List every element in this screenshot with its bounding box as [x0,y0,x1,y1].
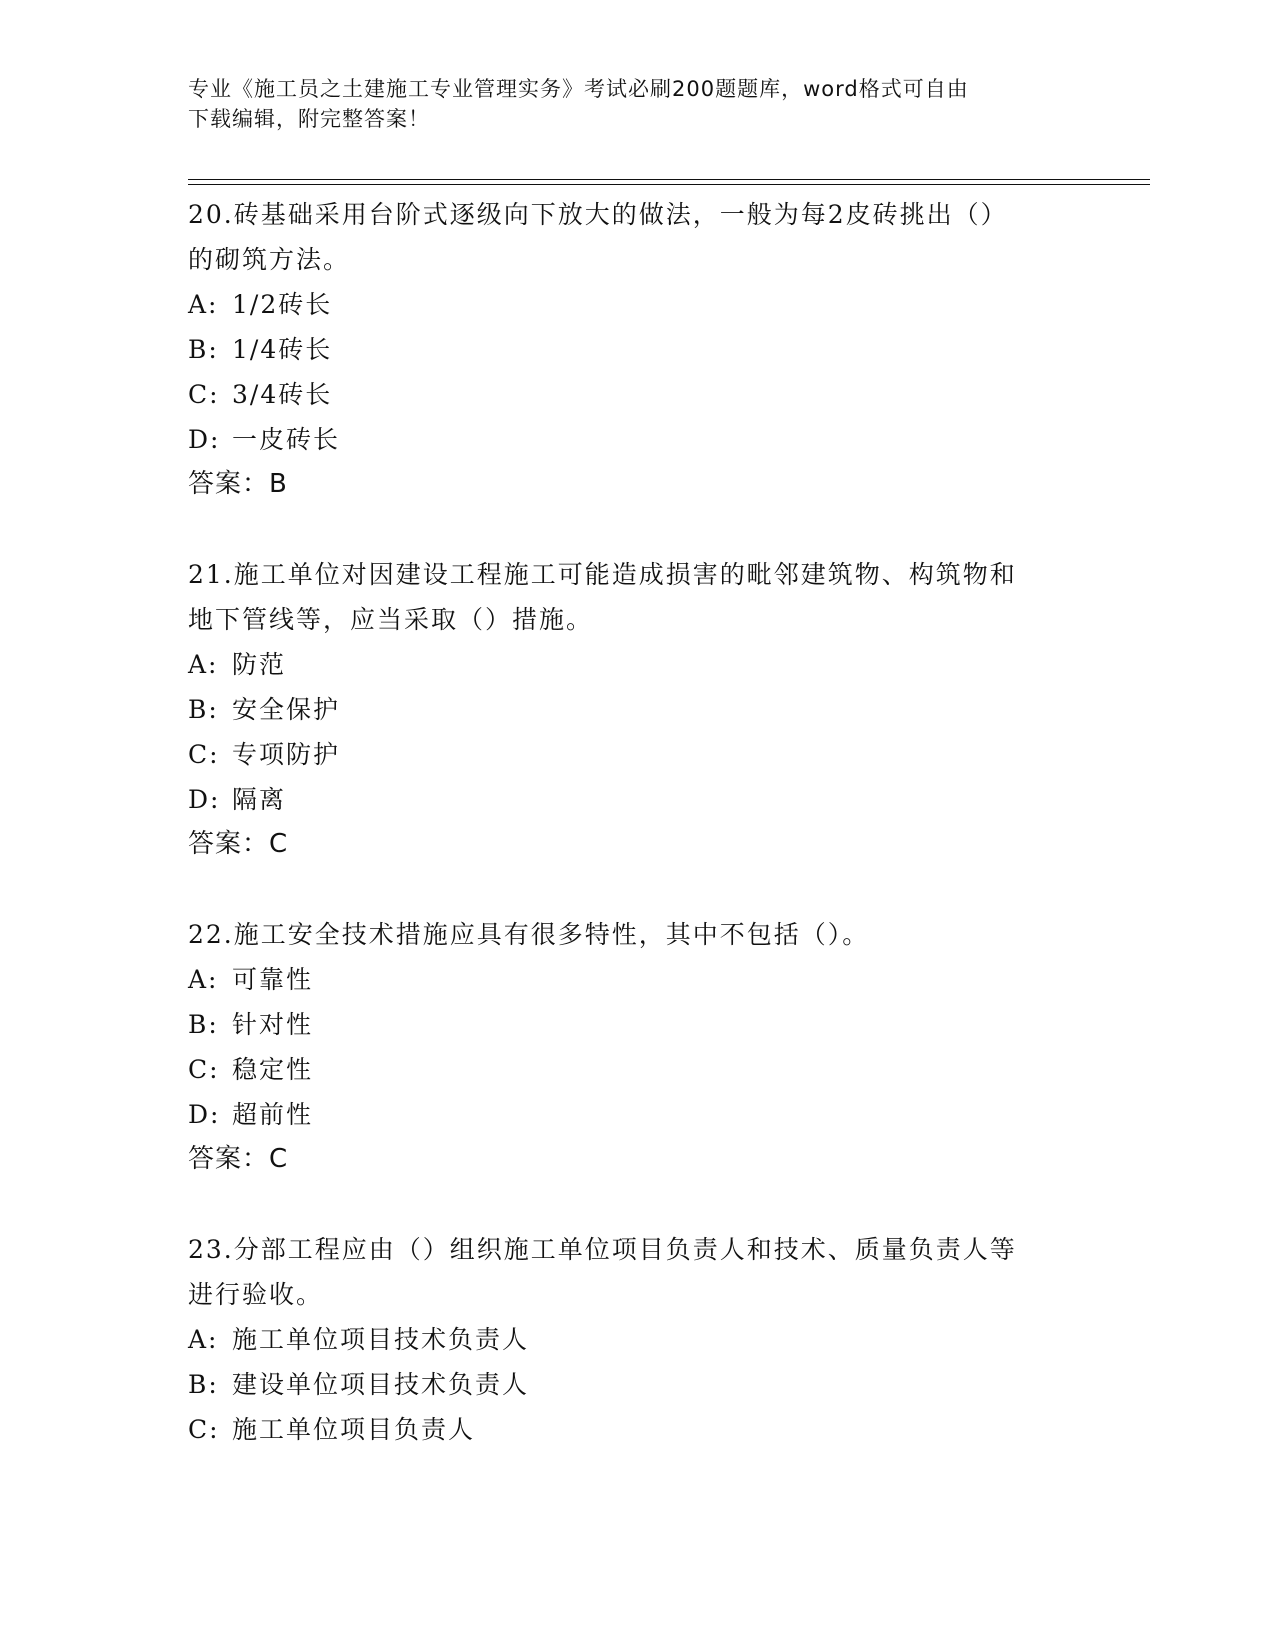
option-letter: D: [188,425,221,454]
option-text: 隔离 [232,785,287,814]
option-letter: B: [188,1370,219,1399]
option-text: 施工单位项目技术负责人 [232,1325,530,1354]
answer-key: 答案：B [188,469,288,499]
option-letter: A: [188,965,219,994]
question-stem-continued: 进行验收。 [188,1280,324,1309]
option-text: 1/4砖长 [232,335,333,364]
option-letter: A: [188,1325,219,1354]
option-c [188,1047,1088,1092]
option-text: 稳定性 [232,1055,314,1084]
option-a [188,957,1088,1002]
question-20 [188,192,1088,507]
option-text: 施工单位项目负责人 [232,1415,476,1444]
answer-key: 答案：C [188,1144,289,1174]
option-text: 1/2砖长 [232,290,333,319]
question-21 [188,552,1088,867]
option-letter: C: [188,1055,220,1084]
option-a [188,282,1088,327]
option-b [188,1362,1088,1407]
question-list [188,192,1088,1497]
option-b [188,1002,1088,1047]
option-letter: D: [188,1100,221,1129]
option-letter: D: [188,785,221,814]
option-text: 防范 [232,650,287,679]
header-divider-top [188,179,1150,180]
option-b [188,327,1088,372]
question-stem: 23.分部工程应由（）组织施工单位项目负责人和技术、质量负责人等 [188,1235,1017,1264]
question-stem: 21.施工单位对因建设工程施工可能造成损害的毗邻建筑物、构筑物和 [188,560,1017,589]
question-22 [188,912,1088,1182]
option-text: 安全保护 [232,695,341,724]
option-c [188,372,1088,417]
option-c [188,1407,1088,1452]
option-text: 针对性 [232,1010,314,1039]
option-text: 专项防护 [232,740,341,769]
option-d [188,1092,1088,1137]
option-c [188,732,1088,777]
option-letter: C: [188,380,220,409]
option-text: 建设单位项目技术负责人 [232,1370,530,1399]
option-text: 3/4砖长 [232,380,333,409]
option-letter: B: [188,695,219,724]
option-letter: B: [188,1010,219,1039]
header-divider-bottom [188,184,1150,185]
header-line-2: 下载编辑，附完整答案！ [188,107,430,131]
option-text: 一皮砖长 [232,425,341,454]
option-a [188,642,1088,687]
document-header [188,74,1088,134]
option-a [188,1317,1088,1362]
question-23 [188,1227,1088,1452]
option-text: 超前性 [232,1100,314,1129]
question-stem-continued: 的砌筑方法。 [188,245,351,274]
option-letter: A: [188,650,219,679]
option-letter: C: [188,1415,220,1444]
header-line-1: 专业《施工员之土建施工专业管理实务》考试必刷200题题库，word格式可自由 [188,77,969,101]
question-stem: 22.施工安全技术措施应具有很多特性，其中不包括（）。 [188,920,870,949]
option-d [188,417,1088,462]
option-b [188,687,1088,732]
question-stem-continued: 地下管线等，应当采取（）措施。 [188,605,594,634]
question-stem: 20.砖基础采用台阶式逐级向下放大的做法，一般为每2皮砖挑出（） [188,200,1008,229]
answer-key: 答案：C [188,829,289,859]
option-letter: B: [188,335,219,364]
option-letter: A: [188,290,219,319]
option-text: 可靠性 [232,965,314,994]
option-d [188,777,1088,822]
option-letter: C: [188,740,220,769]
